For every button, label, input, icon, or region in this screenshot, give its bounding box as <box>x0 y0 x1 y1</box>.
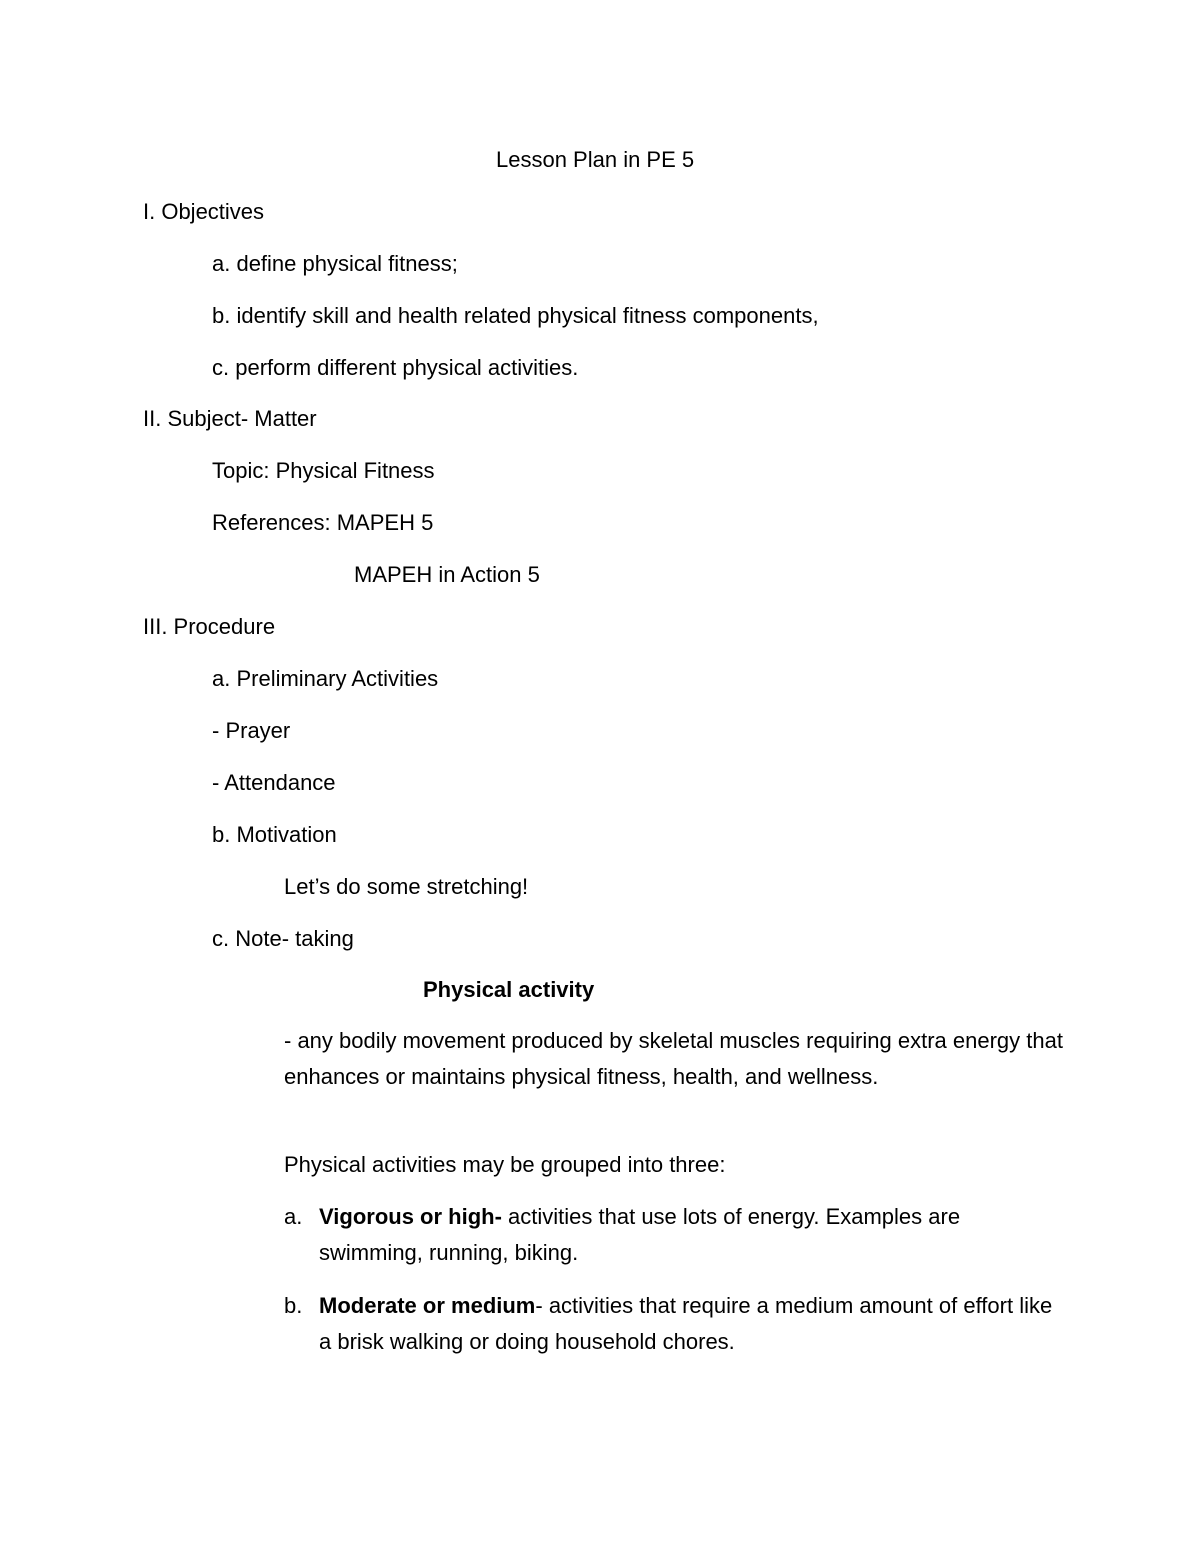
procedure-heading: III. Procedure <box>143 614 276 639</box>
objective-item: c. perform different physical activities. <box>212 355 579 380</box>
objectives-heading: I. Objectives <box>143 199 265 224</box>
list-item <box>284 1288 1074 1368</box>
reference-line-2: MAPEH in Action 5 <box>354 562 540 587</box>
prayer-item: - Prayer <box>212 718 291 743</box>
objective-item: b. identify skill and health related physical fitness components, <box>212 303 819 328</box>
note-taking-heading: c. Note- taking <box>212 926 354 951</box>
preliminary-activities: a. Preliminary Activities <box>212 666 439 691</box>
references-line: References: MAPEH 5 <box>212 510 434 535</box>
list-marker: b. <box>284 1293 303 1318</box>
group-description: - activities that require a medium amount of effort like a brisk walking or doing household chores. <box>319 1293 1053 1354</box>
objective-item: a. define physical fitness; <box>212 251 458 276</box>
subject-matter-heading: II. Subject- Matter <box>143 406 317 431</box>
group-term: Moderate or medium <box>319 1293 536 1318</box>
group-description: activities that use lots of energy. Examples are swimming, running, biking. <box>319 1204 961 1265</box>
grouping-intro: Physical activities may be grouped into three: <box>284 1152 726 1177</box>
list-item-body <box>319 1288 1059 1360</box>
list-item-body <box>319 1199 1059 1271</box>
topic-line: Topic: Physical Fitness <box>212 458 435 483</box>
motivation-text: Let’s do some stretching! <box>284 874 529 899</box>
physical-activity-definition: - any bodily movement produced by skeletal muscles requiring extra energy that enhances or maintains physical fitness, health, and wellness. <box>284 1028 1063 1089</box>
motivation-heading: b. Motivation <box>212 822 337 847</box>
list-marker: a. <box>284 1204 303 1229</box>
note-heading: Physical activity <box>423 977 595 1002</box>
list-item <box>284 1199 1074 1279</box>
group-term: Vigorous or high- <box>319 1204 502 1229</box>
attendance-item: - Attendance <box>212 770 336 795</box>
document-title: Lesson Plan in PE 5 <box>496 147 695 172</box>
